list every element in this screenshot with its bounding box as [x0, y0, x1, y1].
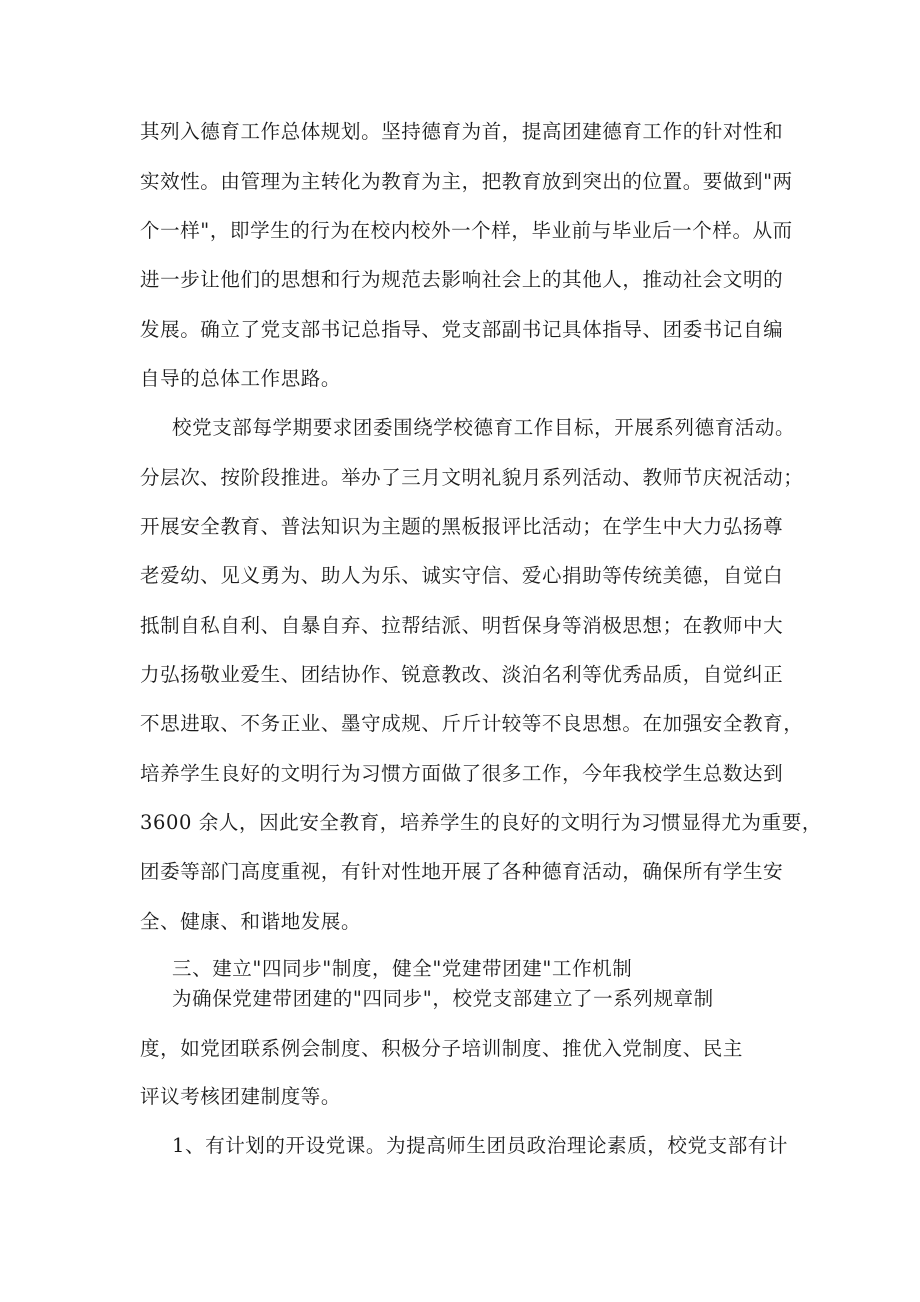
paragraph-2-line-3: 开展安全教育、普法知识为主题的黑板报评比活动；在学生中大力弘扬尊 [140, 515, 784, 538]
section-heading-3: 三、建立"四同步"制度，健全"党建带团建"工作机制 [172, 957, 633, 980]
paragraph-4-line-1: 1、有计划的开设党课。为提高师生团员政治理论素质，校党支部有计 [172, 1134, 789, 1157]
paragraph-2-line-1: 校党支部每学期要求团委围绕学校德育工作目标，开展系列德育活动。 [172, 416, 796, 439]
paragraph-2-line-2: 分层次、按阶段推进。举办了三月文明礼貌月系列活动、教师节庆祝活动； [140, 466, 804, 489]
paragraph-3-line-1: 为确保党建带团建的"四同步"，校党支部建立了一系列规章制 [172, 987, 714, 1010]
paragraph-2-line-5: 抵制自私自利、自暴自弃、拉帮结派、明哲保身等消极思想；在教师中大 [140, 614, 784, 637]
paragraph-2-line-6: 力弘扬敬业爱生、团结协作、锐意教改、淡泊名利等优秀品质，自觉纠正 [140, 663, 784, 686]
paragraph-1-line-1: 其列入德育工作总体规划。坚持德育为首，提高团建德育工作的针对性和 [140, 120, 784, 143]
paragraph-1-line-5: 发展。确立了党支部书记总指导、党支部副书记具体指导、团委书记自编 [140, 318, 784, 341]
paragraph-3-line-2: 度，如党团联系例会制度、积极分子培训制度、推优入党制度、民主 [140, 1037, 744, 1060]
paragraph-2-line-7: 不思进取、不务正业、墨守成规、斤斤计较等不良思想。在加强安全教育， [140, 712, 804, 735]
paragraph-1-line-3: 个一样"，即学生的行为在校内校外一个样，毕业前与毕业后一个样。从而 [140, 219, 793, 242]
paragraph-2-line-4: 老爱幼、见义勇为、助人为乐、诚实守信、爱心捐助等传统美德，自觉白 [140, 564, 784, 587]
paragraph-1-line-6: 自导的总体工作思路。 [140, 367, 342, 390]
paragraph-3-line-3: 评议考核团建制度等。 [140, 1085, 342, 1108]
paragraph-2-line-10: 团委等部门高度重视，有针对性地开展了各种德育活动，确保所有学生安 [140, 860, 784, 883]
paragraph-2-line-9: 3600 余人，因此安全教育，培养学生的良好的文明行为习惯显得尤为重要， [140, 811, 822, 834]
paragraph-2-line-11: 全、健康、和谐地发展。 [140, 910, 362, 933]
paragraph-2-line-8: 培养学生良好的文明行为习惯方面做了很多工作，今年我校学生总数达到 [140, 762, 784, 785]
paragraph-1-line-4: 进一步让他们的思想和行为规范去影响社会上的其他人，推动社会文明的 [140, 268, 784, 291]
paragraph-1-line-2: 实效性。由管理为主转化为教育为主，把教育放到突出的位置。要做到"两 [140, 170, 793, 193]
